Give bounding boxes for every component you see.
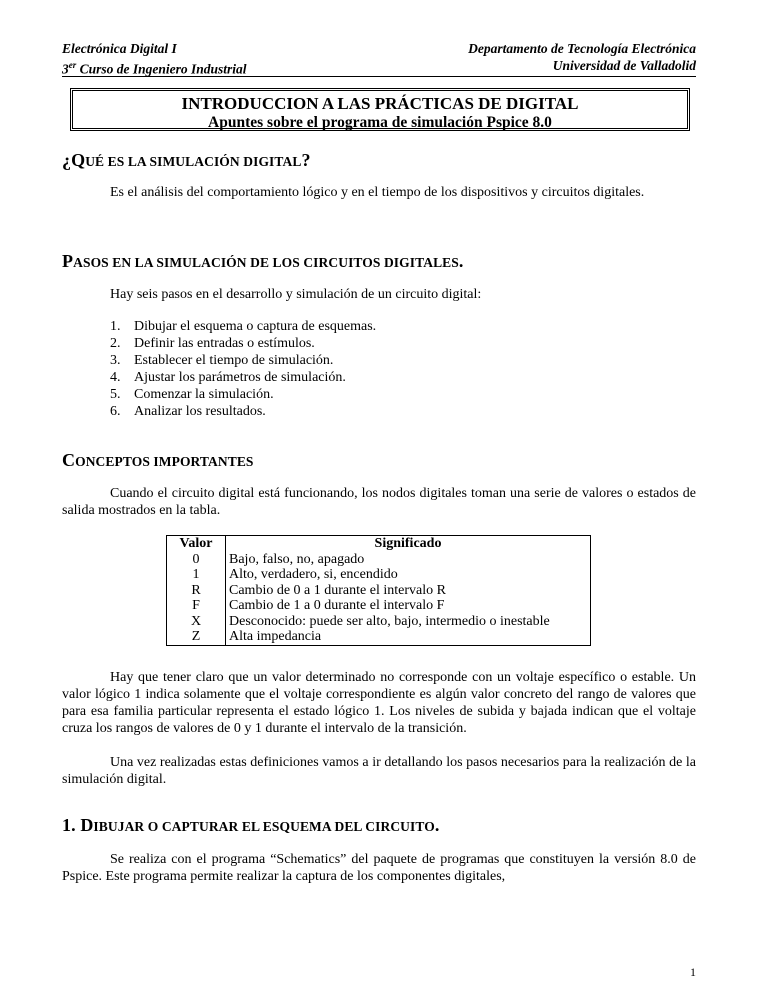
table-row: 1 Alto, verdadero, si, encendido: [167, 567, 591, 583]
column-header-valor: Valor: [167, 536, 226, 552]
section-heading-pasos: PASOS EN LA SIMULACIÓN DE LOS CIRCUITOS DIGITALES.: [62, 251, 464, 271]
header-left: [62, 40, 247, 78]
table-header-row: [167, 536, 591, 552]
document-subtitle: Apuntes sobre el programa de simulación Pspice 8.0: [208, 114, 552, 131]
section-heading-conceptos: CONCEPTOS IMPORTANTES: [62, 450, 254, 470]
paragraph-valor-logico: Hay que tener claro que un valor determinado no corresponde con un voltaje específico o estable. Un valor lógico 1 indica solamente que el voltaje correspondiente es algún valor concreto del rango de valores que para esa familia particular representa el estado lógico 1. Los niveles de subida y bajada indican que el voltaje cruza los rangos de valores de 0 y 1 durante el intervalo de la transición.: [62, 670, 696, 736]
course-year: 3er Curso de Ingeniero Industrial: [62, 60, 247, 77]
table-row: Z Alta impedancia: [167, 629, 591, 645]
list-item: 2. Definir las entradas o estímulos.: [110, 336, 315, 351]
page-number: 1: [690, 965, 696, 979]
table-row: X Desconocido: puede ser alto, bajo, intermedio o inestable: [167, 614, 591, 630]
table-row: 0 Bajo, falso, no, apagado: [167, 552, 591, 568]
title-box: [70, 88, 690, 131]
list-item: 5. Comenzar la simulación.: [110, 387, 274, 402]
steps-intro: Hay seis pasos en el desarrollo y simulación de un circuito digital:: [110, 287, 482, 302]
section-text-conceptos: Cuando el circuito digital está funcionando, los nodos digitales toman una serie de valores o estados de salida mostrados en la tabla.: [62, 486, 696, 518]
paragraph-definiciones: Una vez realizadas estas definiciones vamos a ir detallando los pasos necesarios para la realización de la simulación digital.: [62, 755, 696, 787]
header-divider: [62, 76, 696, 77]
section-text-que-es: Es el análisis del comportamiento lógico y en el tiempo de los dispositivos y circuitos digitales.: [110, 185, 645, 200]
university-name: Universidad de Valladolid: [552, 58, 696, 73]
header-right: [468, 40, 696, 74]
list-item: 1. Dibujar el esquema o captura de esquemas.: [110, 319, 377, 334]
steps-list: [110, 318, 376, 420]
list-item: 6. Analizar los resultados.: [110, 404, 266, 419]
table-row: F Cambio de 1 a 0 durante el intervalo F: [167, 598, 591, 614]
list-item: 3. Establecer el tiempo de simulación.: [110, 353, 334, 368]
course-name: Electrónica Digital I: [62, 41, 177, 56]
column-header-significado: Significado: [374, 536, 442, 551]
section-text-dibujar: Se realiza con el programa “Schematics” del paquete de programas que constituyen la versión 8.0 de Pspice. Este programa permite realizar la captura de los componentes digitales,: [62, 852, 696, 884]
values-table: [166, 535, 591, 646]
department-name: Departamento de Tecnología Electrónica: [468, 41, 696, 56]
document-title: INTRODUCCION A LAS PRÁCTICAS DE DIGITAL: [181, 94, 579, 113]
section-heading-dibujar: 1. DIBUJAR O CAPTURAR EL ESQUEMA DEL CIRCUITO.: [62, 815, 440, 835]
table-row: R Cambio de 0 a 1 durante el intervalo R: [167, 583, 591, 599]
section-heading-que-es: ¿QUÉ ES LA SIMULACIÓN DIGITAL?: [62, 150, 311, 170]
list-item: 4. Ajustar los parámetros de simulación.: [110, 370, 346, 385]
